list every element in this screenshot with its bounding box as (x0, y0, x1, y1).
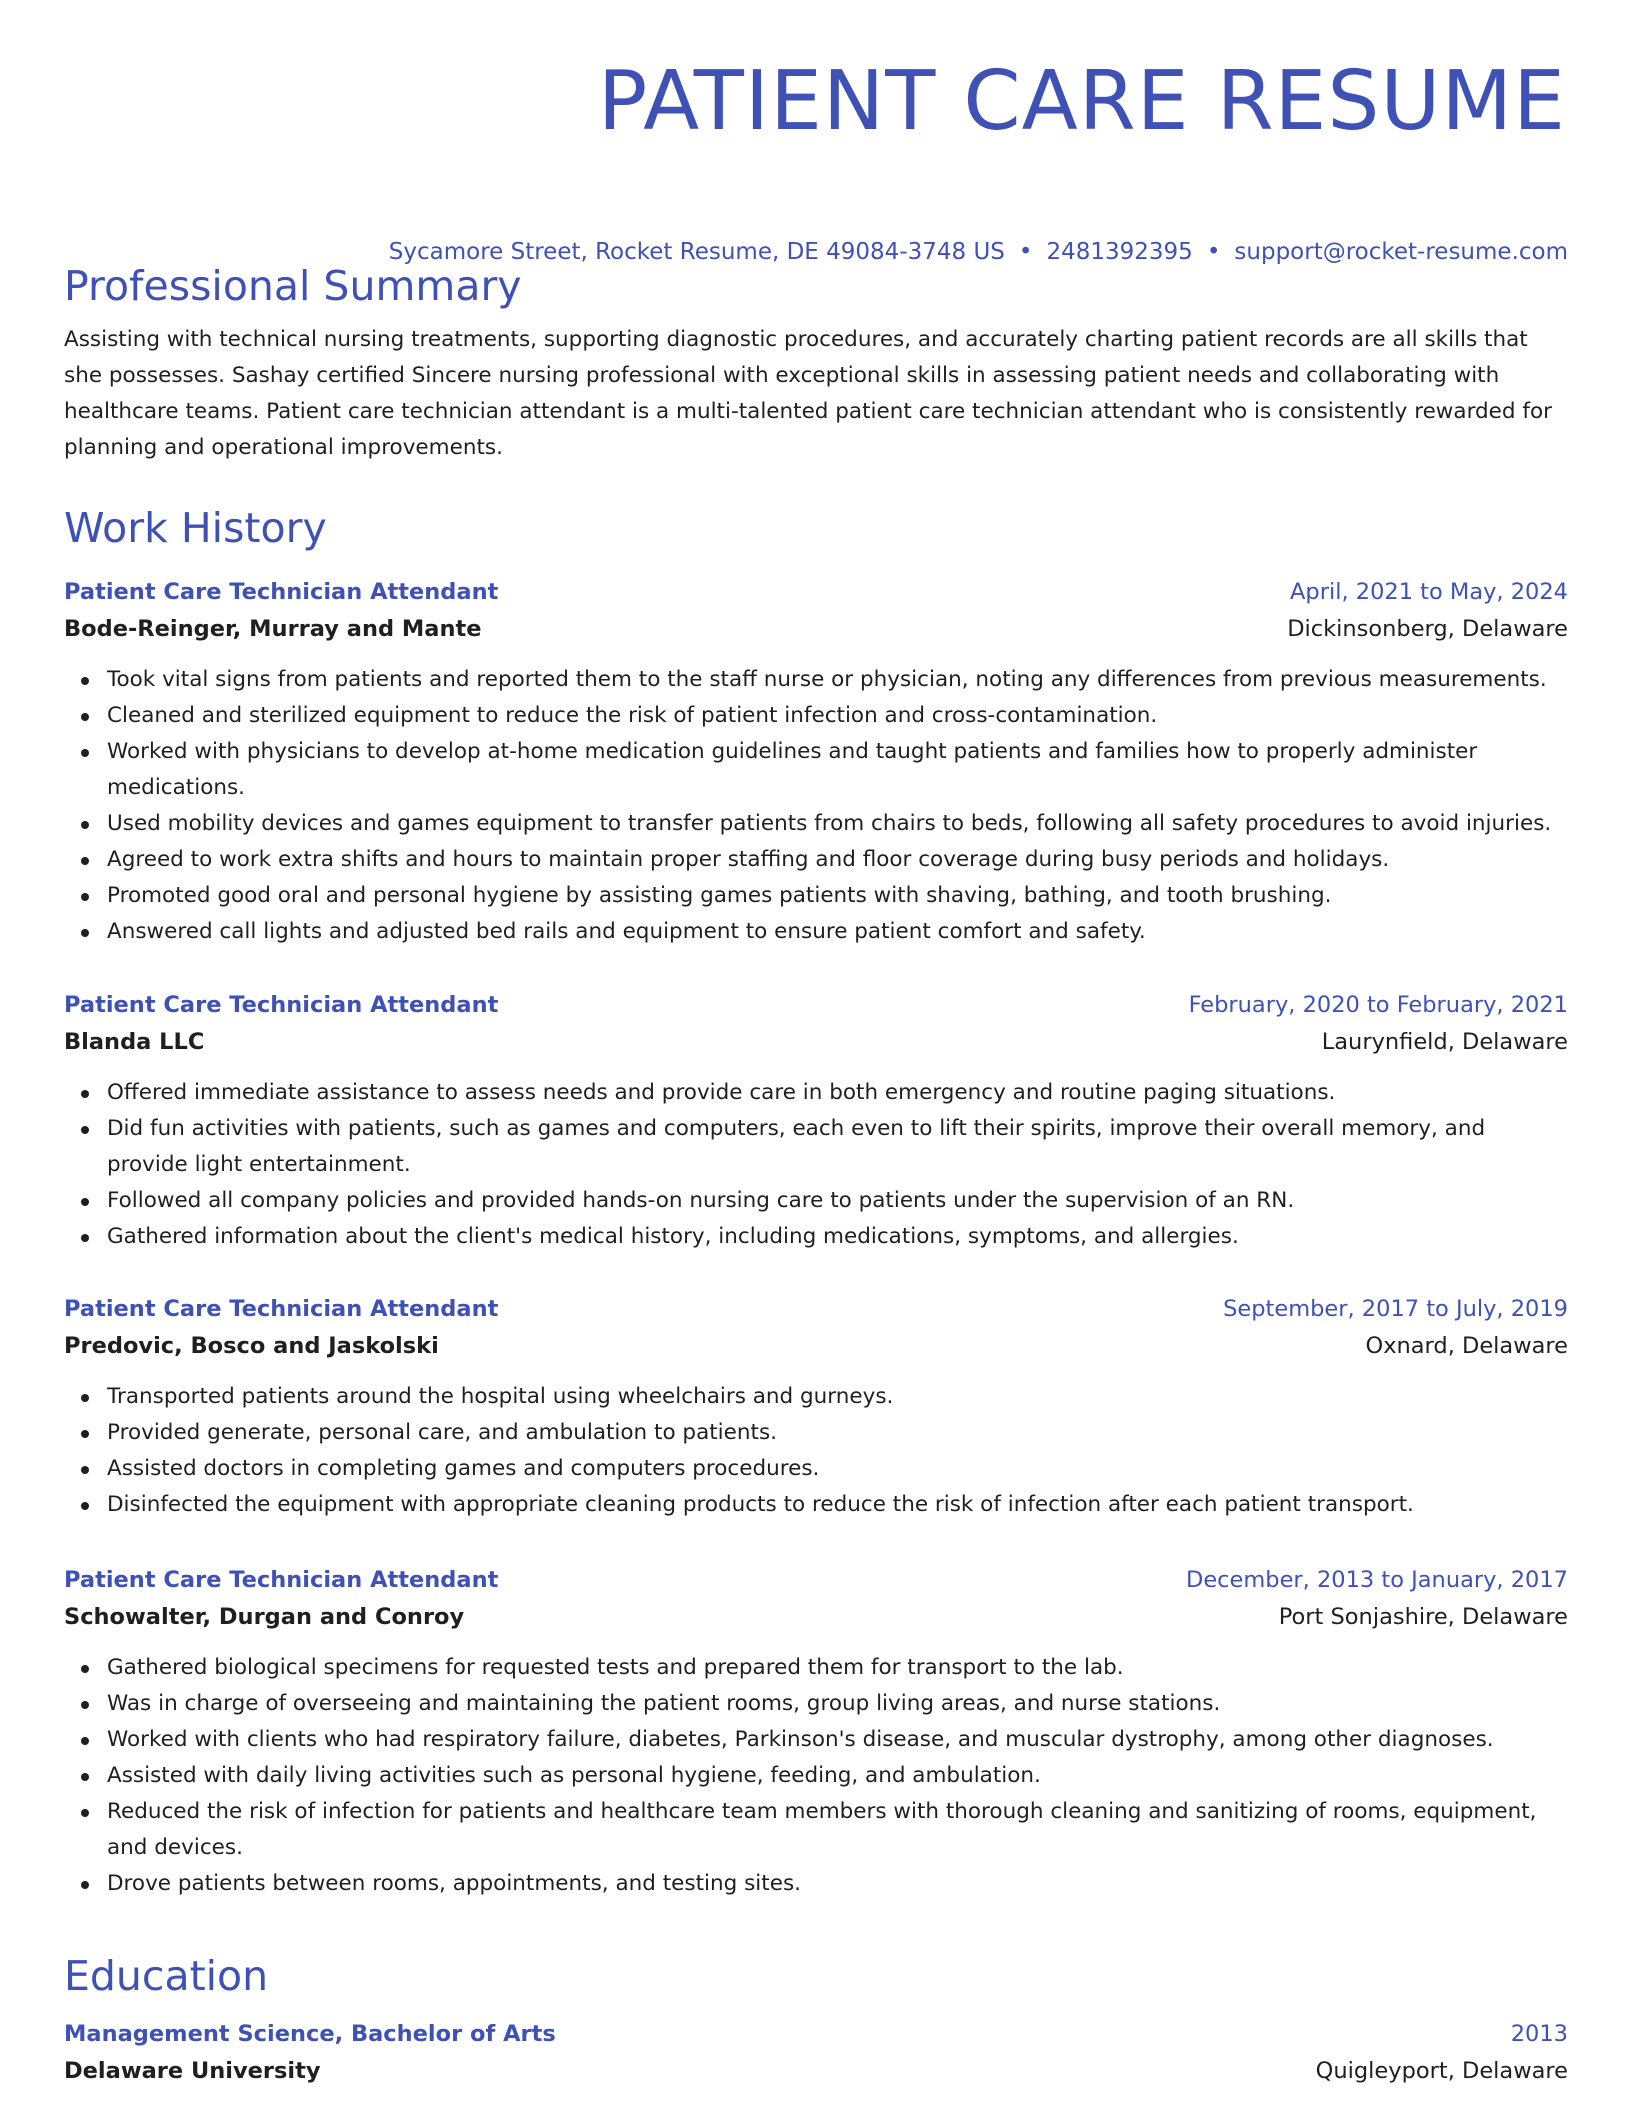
job-bullet: Drove patients between rooms, appointments, and testing sites. (107, 1866, 1568, 1902)
job-employer-row (64, 1598, 1568, 1636)
summary-section (64, 260, 1568, 466)
job-employer: Predovic, Bosco and Jaskolski (64, 1333, 439, 1359)
resume-header (64, 52, 1568, 152)
work-history-heading: Work History (64, 504, 327, 552)
job-dates: April, 2021 to May, 2024 (1290, 579, 1568, 605)
job-employer: Schowalter, Durgan and Conroy (64, 1604, 465, 1630)
contact-address: Sycamore Street, Rocket Resume, DE 49084-3748 US (388, 239, 1005, 265)
summary-text: Assisting with technical nursing treatments, supporting diagnostic procedures, and accurately charting patient records are all skills that she possesses. Sashay certified Sincere nursing professional with exceptional skills in assessing patient needs and collaborating with healthcare teams. Patient care technician attendant is a multi-talented patient care technician attendant who is consistently rewarded for planning and operational improvements. (64, 327, 1552, 460)
job-bullet: Offered immediate assistance to assess needs and provide care in both emergency and routine paging situations. (107, 1075, 1568, 1111)
job-bullet: Used mobility devices and games equipment to transfer patients from chairs to beds, following all safety procedures to avoid injuries. (107, 806, 1568, 842)
job-bullet: Agreed to work extra shifts and hours to maintain proper staffing and floor coverage during busy periods and holidays. (107, 842, 1568, 878)
job-header-row (64, 574, 1568, 610)
job-bullet: Did fun activities with patients, such as games and computers, each even to lift their spirits, improve their overall memory, and provide light entertainment. (107, 1111, 1568, 1183)
education-header-row (64, 2016, 1568, 2052)
job-bullets (64, 1379, 1568, 1523)
job-title: Patient Care Technician Attendant (64, 1296, 499, 1322)
job-header-row (64, 1291, 1568, 1327)
job-location: Laurynfield, Delaware (1321, 1029, 1568, 1055)
job-employer-row (64, 1023, 1568, 1061)
education-school: Delaware University (64, 2058, 321, 2084)
job-location: Oxnard, Delaware (1365, 1333, 1568, 1359)
job-entry (64, 574, 1568, 950)
job-header-row (64, 1562, 1568, 1598)
job-employer: Blanda LLC (64, 1029, 205, 1055)
education-section (64, 1950, 1568, 2090)
job-employer-row (64, 1327, 1568, 1365)
job-title: Patient Care Technician Attendant (64, 1567, 499, 1593)
job-location: Port Sonjashire, Delaware (1278, 1604, 1568, 1630)
job-bullet: Was in charge of overseeing and maintaining the patient rooms, group living areas, and nurse stations. (107, 1686, 1568, 1722)
job-entry (64, 987, 1568, 1255)
education-entry (64, 2016, 1568, 2090)
job-bullet: Disinfected the equipment with appropriate cleaning products to reduce the risk of infection after each patient transport. (107, 1487, 1568, 1523)
education-heading: Education (64, 1952, 269, 2000)
job-title: Patient Care Technician Attendant (64, 992, 499, 1018)
job-bullet: Worked with physicians to develop at-home medication guidelines and taught patients and families how to properly administer medications. (107, 734, 1568, 806)
job-bullet: Promoted good oral and personal hygiene by assisting games patients with shaving, bathing, and tooth brushing. (107, 878, 1568, 914)
contact-email: support@rocket-resume.com (1234, 239, 1568, 265)
job-entry (64, 1291, 1568, 1523)
job-bullet: Answered call lights and adjusted bed rails and equipment to ensure patient comfort and safety. (107, 914, 1568, 950)
job-header-row (64, 987, 1568, 1023)
job-bullet: Cleaned and sterilized equipment to reduce the risk of patient infection and cross-contamination. (107, 698, 1568, 734)
education-year: 2013 (1510, 2021, 1568, 2047)
job-bullet: Gathered biological specimens for requested tests and prepared them for transport to the lab. (107, 1650, 1568, 1686)
summary-heading: Professional Summary (64, 262, 522, 310)
education-degree: Management Science, Bachelor of Arts (64, 2021, 556, 2047)
job-dates: February, 2020 to February, 2021 (1188, 992, 1568, 1018)
job-bullets (64, 1650, 1568, 1902)
job-employer: Bode-Reinger, Murray and Mante (64, 616, 482, 642)
job-bullet: Assisted doctors in completing games and computers procedures. (107, 1451, 1568, 1487)
job-bullets (64, 662, 1568, 950)
job-bullet: Transported patients around the hospital using wheelchairs and gurneys. (107, 1379, 1568, 1415)
job-employer-row (64, 610, 1568, 648)
job-entry (64, 1562, 1568, 1902)
education-location: Quigleyport, Delaware (1315, 2058, 1568, 2084)
job-bullet: Gathered information about the client's medical history, including medications, symptoms, and allergies. (107, 1219, 1568, 1255)
job-bullets (64, 1075, 1568, 1255)
job-bullet: Assisted with daily living activities such as personal hygiene, feeding, and ambulation. (107, 1758, 1568, 1794)
contact-separator: • (1018, 239, 1033, 265)
work-history-section (64, 502, 1568, 554)
job-bullet: Worked with clients who had respiratory failure, diabetes, Parkinson's disease, and muscular dystrophy, among other diagnoses. (107, 1722, 1568, 1758)
job-bullet: Reduced the risk of infection for patients and healthcare team members with thorough cleaning and sanitizing of rooms, equipment, and devices. (107, 1794, 1568, 1866)
education-school-row (64, 2052, 1568, 2090)
contact-separator: • (1206, 239, 1221, 265)
job-dates: December, 2013 to January, 2017 (1186, 1567, 1568, 1593)
job-dates: September, 2017 to July, 2019 (1223, 1296, 1568, 1322)
job-location: Dickinsonberg, Delaware (1287, 616, 1568, 642)
job-bullet: Took vital signs from patients and reported them to the staff nurse or physician, noting any differences from previous measurements. (107, 662, 1568, 698)
job-bullet: Followed all company policies and provided hands-on nursing care to patients under the supervision of an RN. (107, 1183, 1568, 1219)
job-bullet: Provided generate, personal care, and ambulation to patients. (107, 1415, 1568, 1451)
job-title: Patient Care Technician Attendant (64, 579, 499, 605)
contact-phone: 2481392395 (1046, 239, 1193, 265)
resume-title: PATIENT CARE RESUME (597, 54, 1566, 149)
